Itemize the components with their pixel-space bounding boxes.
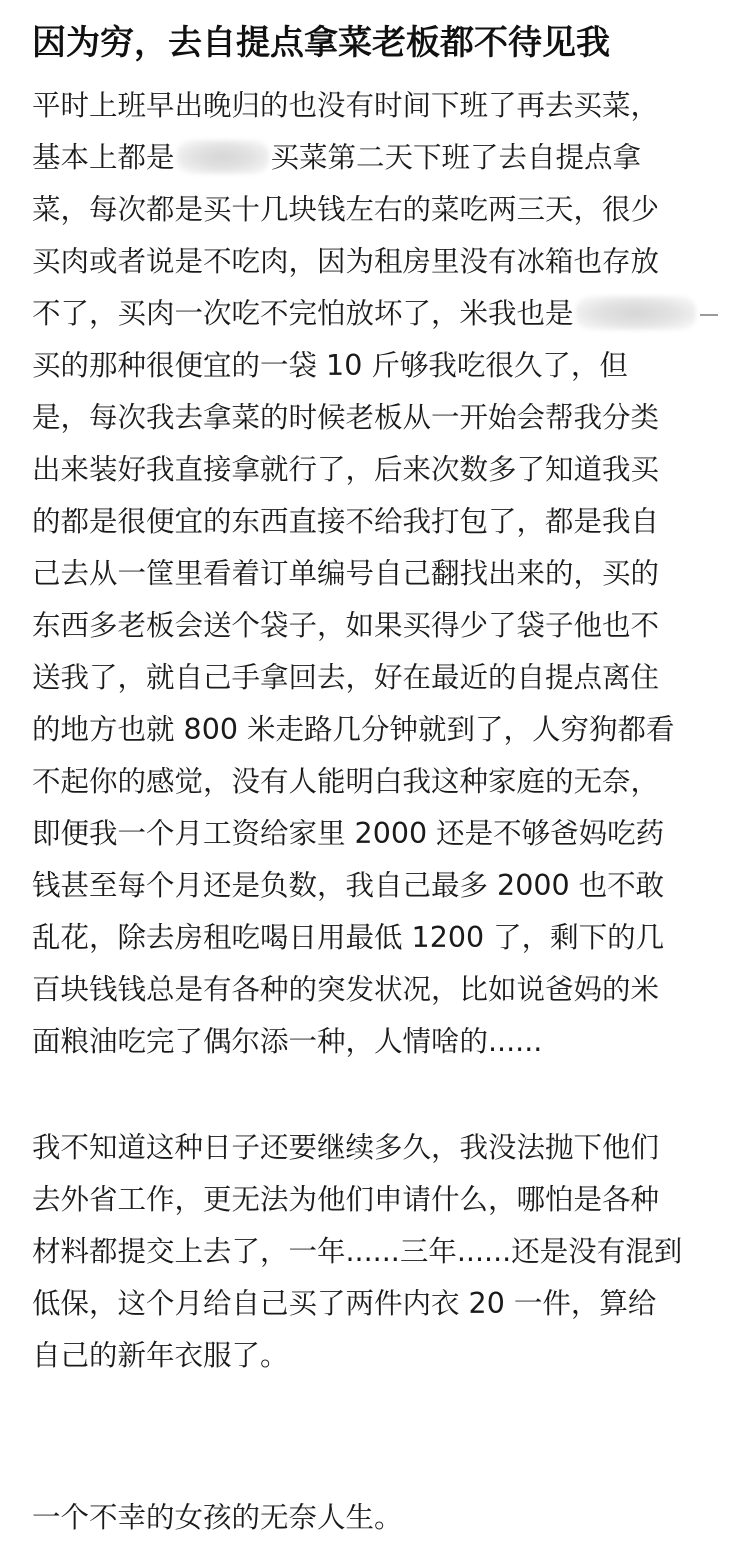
body-line <box>32 132 732 184</box>
redaction-dash <box>700 314 718 316</box>
body-line: 不起你的感觉，没有人能明白我这种家庭的无奈， <box>32 765 660 798</box>
body-line: 平时上班早出晚归的也没有时间下班了再去买菜， <box>32 89 660 122</box>
body-line: 去外省工作，更无法为他们申请什么，哪怕是各种 <box>32 1183 660 1216</box>
body-line: 买的那种很便宜的一袋 10 斤够我吃很久了，但 <box>32 349 628 382</box>
body-line: 我不知道这种日子还要继续多久，我没法抛下他们 <box>32 1131 660 1164</box>
body-line <box>32 288 732 340</box>
redaction-blur <box>177 140 269 174</box>
body-text: 基本上都是 <box>32 141 175 174</box>
body-text: 不了，买肉一次吃不完怕放坏了，米我也是 <box>32 297 574 330</box>
body-line: 送我了，就自己手拿回去，好在最近的自提点离住 <box>32 661 660 694</box>
body-line: 即便我一个月工资给家里 2000 还是不够爸妈吃药 <box>32 817 665 850</box>
body-line: 的都是很便宜的东西直接不给我打包了，都是我自 <box>32 505 660 538</box>
post-title: 因为穷，去自提点拿菜老板都不待见我 <box>32 23 610 63</box>
post-body <box>32 80 732 1544</box>
body-line: 菜，每次都是买十几块钱左右的菜吃两三天，很少 <box>32 193 660 226</box>
body-line: 东西多老板会送个袋子，如果买得少了袋子他也不 <box>32 609 660 642</box>
body-line: 出来装好我直接拿就行了，后来次数多了知道我买 <box>32 453 660 486</box>
body-line: 钱甚至每个月还是负数，我自己最多 2000 也不敢 <box>32 869 665 902</box>
body-line: 自己的新年衣服了。 <box>32 1339 289 1372</box>
body-line: 买肉或者说是不吃肉，因为租房里没有冰箱也存放 <box>32 245 660 278</box>
body-line: 一个不幸的女孩的无奈人生。 <box>32 1501 403 1534</box>
redaction-blur <box>576 296 696 330</box>
body-line: 是，每次我去拿菜的时候老板从一开始会帮我分类 <box>32 401 660 434</box>
paragraph-gap <box>32 1382 732 1492</box>
body-line: 的地方也就 800 米走路几分钟就到了，人穷狗都看 <box>32 713 675 746</box>
body-text: 买菜第二天下班了去自提点拿 <box>270 141 642 174</box>
body-line: 面粮油吃完了偶尔添一种，人情啥的...... <box>32 1025 543 1058</box>
body-line: 乱花，除去房租吃喝日用最低 1200 了，剩下的几 <box>32 921 665 954</box>
body-line: 百块钱钱总是有各种的突发状况，比如说爸妈的米 <box>32 973 660 1006</box>
paragraph-gap <box>32 1068 732 1122</box>
body-line: 己去从一筐里看着订单编号自己翻找出来的，买的 <box>32 557 660 590</box>
body-line: 低保，这个月给自己买了两件内衣 20 一件，算给 <box>32 1287 657 1320</box>
body-line: 材料都提交上去了，一年......三年......还是没有混到 <box>32 1235 683 1268</box>
